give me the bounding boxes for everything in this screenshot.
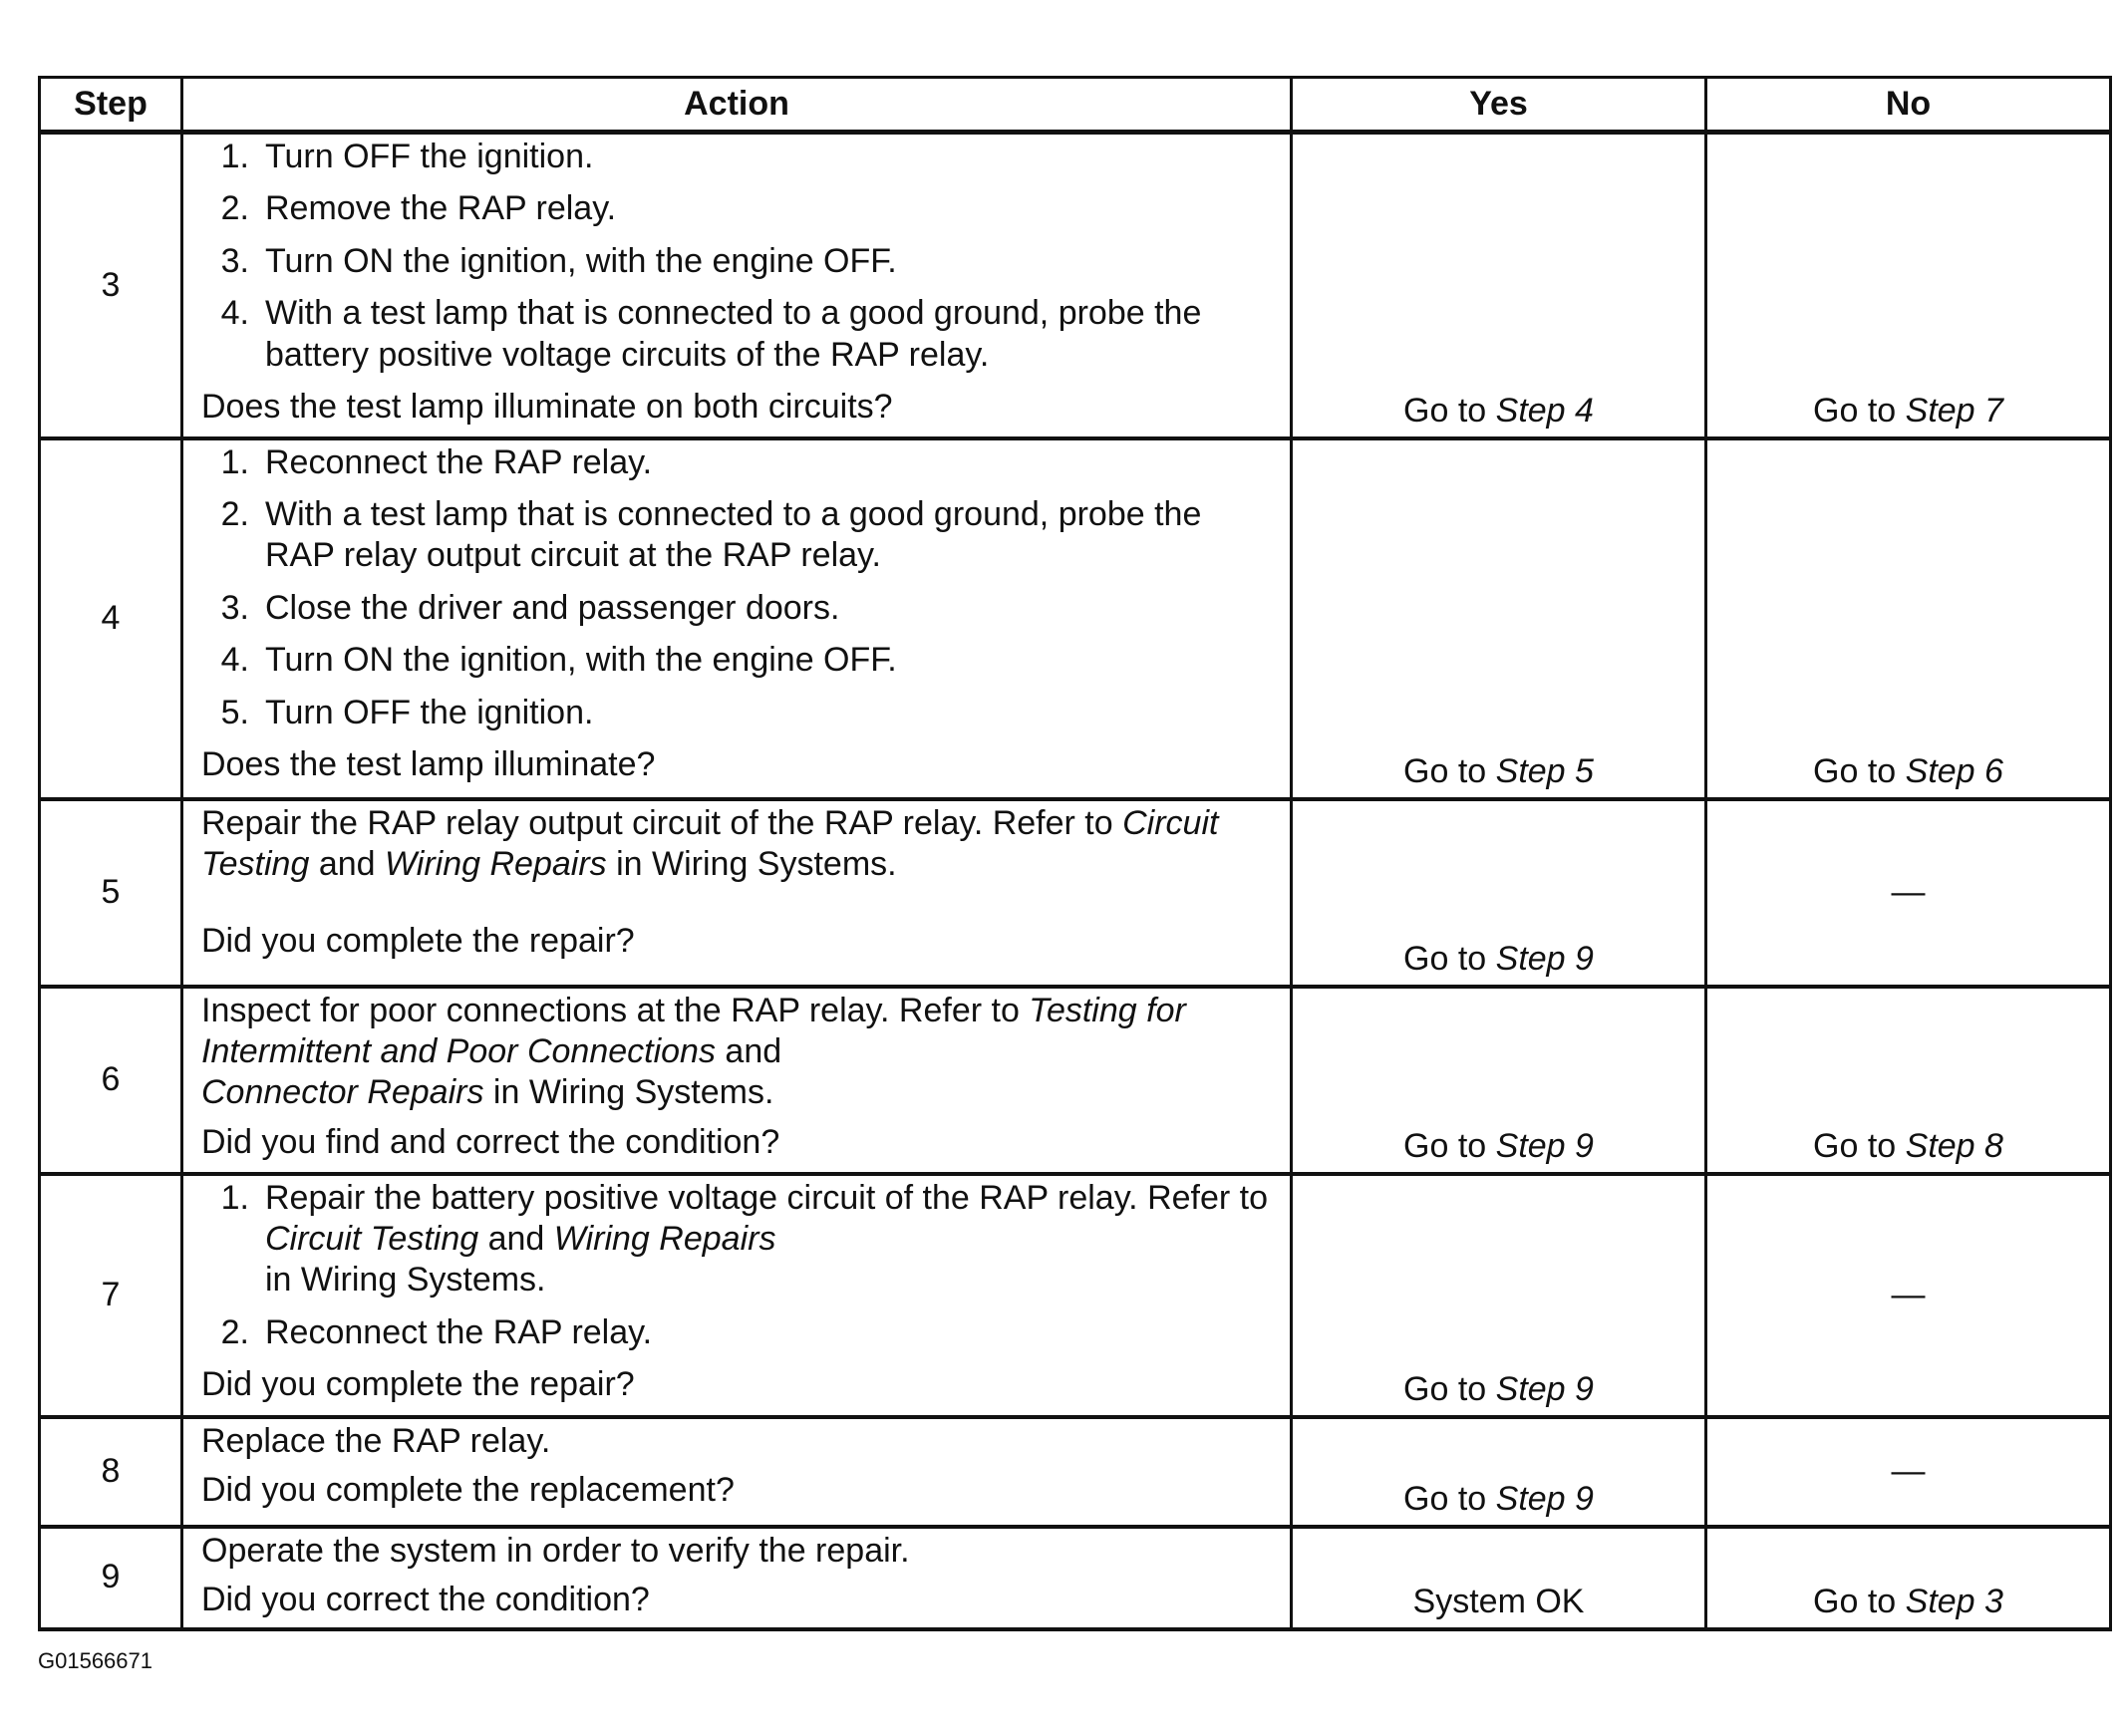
action-paragraph bbox=[201, 991, 1276, 1114]
yes-prefix: Go to bbox=[1403, 1370, 1496, 1409]
action-cell bbox=[182, 438, 1292, 799]
yes-cell: System OK bbox=[1292, 1527, 1706, 1629]
table-row-step-8 bbox=[40, 1417, 2111, 1527]
para-text: and bbox=[309, 844, 385, 883]
list-item bbox=[201, 693, 1276, 733]
item-number: 3. bbox=[220, 588, 249, 627]
yes-prefix: Go to bbox=[1403, 940, 1496, 979]
action-paragraph: Operate the system in order to verify the repair. bbox=[201, 1531, 910, 1570]
item-text: Reconnect the RAP relay. bbox=[265, 442, 653, 481]
step-number: 8 bbox=[40, 1417, 182, 1527]
no-step-link[interactable]: Step 8 bbox=[1905, 1127, 2003, 1166]
table-row-step-5 bbox=[40, 799, 2111, 987]
no-cell-dash: — bbox=[1706, 1174, 2111, 1417]
item-number: 2. bbox=[220, 1312, 249, 1351]
question-text: Did you complete the repair? bbox=[201, 1365, 635, 1404]
para-text: Inspect for poor connections at the RAP relay. Refer to bbox=[201, 991, 1030, 1029]
item-text-part: Repair the battery positive voltage circuit of the RAP relay. Refer to bbox=[265, 1178, 1269, 1217]
instruction-list bbox=[201, 1178, 1276, 1354]
para-text: Repair the RAP relay output circuit of the RAP relay. Refer to bbox=[201, 803, 1123, 842]
item-number: 3. bbox=[220, 241, 249, 280]
yes-cell bbox=[1292, 1174, 1706, 1417]
diagnostic-table bbox=[38, 76, 2112, 1631]
list-item bbox=[201, 442, 1276, 483]
item-number: 4. bbox=[220, 294, 249, 333]
reference-link[interactable]: Wiring Repairs bbox=[553, 1219, 776, 1258]
table-row-step-3 bbox=[40, 133, 2111, 438]
yes-prefix: Go to bbox=[1403, 1127, 1496, 1166]
table-row-step-6 bbox=[40, 987, 2111, 1174]
question-text: Does the test lamp illuminate on both circuits? bbox=[201, 388, 893, 427]
list-item bbox=[201, 1178, 1276, 1302]
yes-prefix: Go to bbox=[1403, 752, 1496, 791]
header-step: Step bbox=[40, 78, 182, 133]
list-item bbox=[201, 241, 1276, 282]
no-prefix: Go to bbox=[1813, 1583, 1906, 1621]
step-number: 4 bbox=[40, 438, 182, 799]
figure-code: G01566671 bbox=[38, 1648, 152, 1673]
question-text: Did you complete the replacement? bbox=[201, 1470, 735, 1509]
yes-step-link[interactable]: Step 9 bbox=[1495, 940, 1594, 979]
question-text: Did you complete the repair? bbox=[201, 922, 635, 961]
step-number: 6 bbox=[40, 987, 182, 1174]
no-cell bbox=[1706, 1527, 2111, 1629]
reference-link[interactable]: Circuit Testing bbox=[265, 1219, 479, 1258]
no-cell-dash: — bbox=[1706, 1417, 2111, 1527]
no-prefix: Go to bbox=[1813, 1127, 1906, 1166]
no-step-link[interactable]: Step 7 bbox=[1905, 392, 2003, 431]
item-number: 4. bbox=[220, 641, 249, 680]
yes-cell bbox=[1292, 799, 1706, 987]
instruction-list bbox=[201, 442, 1276, 734]
item-text: Remove the RAP relay. bbox=[265, 189, 617, 228]
question-text: Did you correct the condition? bbox=[201, 1580, 650, 1618]
header-no: No bbox=[1706, 78, 2111, 133]
yes-step-link[interactable]: Step 9 bbox=[1495, 1480, 1594, 1519]
yes-cell bbox=[1292, 987, 1706, 1174]
list-item bbox=[201, 188, 1276, 229]
action-paragraph bbox=[201, 803, 1276, 886]
instruction-list bbox=[201, 137, 1276, 376]
item-number: 2. bbox=[220, 189, 249, 228]
item-number: 1. bbox=[220, 138, 249, 175]
table-header-row bbox=[40, 78, 2111, 133]
list-item bbox=[201, 640, 1276, 681]
list-item bbox=[201, 293, 1276, 376]
list-item bbox=[201, 494, 1276, 577]
action-cell bbox=[182, 1417, 1292, 1527]
item-text-part: in Wiring Systems. bbox=[265, 1261, 546, 1300]
yes-cell bbox=[1292, 1417, 1706, 1527]
action-paragraph: Replace the RAP relay. bbox=[201, 1421, 551, 1460]
no-cell bbox=[1706, 987, 2111, 1174]
reference-link[interactable]: Wiring Repairs bbox=[385, 844, 607, 883]
reference-link[interactable]: Circuit Testing bbox=[201, 803, 1219, 883]
yes-prefix: Go to bbox=[1403, 392, 1496, 431]
step-number: 5 bbox=[40, 799, 182, 987]
yes-step-link[interactable]: Step 4 bbox=[1495, 392, 1594, 431]
item-text: Turn OFF the ignition. bbox=[265, 138, 594, 175]
no-prefix: Go to bbox=[1813, 752, 1906, 791]
item-text: Turn OFF the ignition. bbox=[265, 693, 594, 731]
reference-link[interactable]: Connector Repairs bbox=[201, 1073, 484, 1112]
step-number: 3 bbox=[40, 133, 182, 438]
table-row-step-9 bbox=[40, 1527, 2111, 1629]
item-text: Reconnect the RAP relay. bbox=[265, 1312, 653, 1351]
table-row-step-7 bbox=[40, 1174, 2111, 1417]
step-number: 9 bbox=[40, 1527, 182, 1629]
no-cell bbox=[1706, 133, 2111, 438]
no-step-link[interactable]: Step 3 bbox=[1905, 1583, 2003, 1621]
item-number: 2. bbox=[220, 494, 249, 533]
item-text: Turn ON the ignition, with the engine OFF. bbox=[265, 241, 897, 280]
item-number: 1. bbox=[220, 442, 249, 481]
item-text: With a test lamp that is connected to a good ground, probe the RAP relay output circuit at the RAP relay. bbox=[265, 494, 1202, 575]
yes-step-link[interactable]: Step 9 bbox=[1495, 1127, 1594, 1166]
action-cell bbox=[182, 799, 1292, 987]
yes-prefix: Go to bbox=[1403, 1480, 1496, 1519]
no-cell bbox=[1706, 438, 2111, 799]
item-number: 1. bbox=[220, 1178, 249, 1217]
table-row-step-4 bbox=[40, 438, 2111, 799]
item-text bbox=[265, 1178, 1276, 1302]
no-step-link[interactable]: Step 6 bbox=[1905, 752, 2003, 791]
question-text: Does the test lamp illuminate? bbox=[201, 745, 656, 784]
item-text: Turn ON the ignition, with the engine OFF. bbox=[265, 641, 897, 680]
step-number: 7 bbox=[40, 1174, 182, 1417]
yes-step-link[interactable]: Step 5 bbox=[1495, 752, 1594, 791]
action-cell bbox=[182, 1527, 1292, 1629]
action-cell bbox=[182, 133, 1292, 438]
item-text-part: and bbox=[478, 1219, 554, 1258]
no-prefix: Go to bbox=[1813, 392, 1906, 431]
yes-cell bbox=[1292, 438, 1706, 799]
no-cell-dash: — bbox=[1706, 799, 2111, 987]
item-number: 5. bbox=[220, 693, 249, 731]
reference-link[interactable]: Testing for Intermittent and Poor Connections bbox=[201, 991, 1186, 1070]
list-item bbox=[201, 1312, 1276, 1353]
header-yes: Yes bbox=[1292, 78, 1706, 133]
item-text: Close the driver and passenger doors. bbox=[265, 588, 840, 627]
header-action: Action bbox=[182, 78, 1292, 133]
para-text: and bbox=[715, 1031, 782, 1070]
para-text: in Wiring Systems. bbox=[483, 1073, 774, 1112]
list-item bbox=[201, 588, 1276, 629]
action-cell bbox=[182, 987, 1292, 1174]
yes-step-link[interactable]: Step 9 bbox=[1495, 1370, 1594, 1409]
yes-cell bbox=[1292, 133, 1706, 438]
question-text: Did you find and correct the condition? bbox=[201, 1122, 780, 1161]
action-cell bbox=[182, 1174, 1292, 1417]
para-text: in Wiring Systems. bbox=[606, 844, 897, 883]
list-item bbox=[201, 137, 1276, 177]
item-text: With a test lamp that is connected to a good ground, probe the battery positive voltage circuits of the RAP relay. bbox=[265, 294, 1202, 374]
